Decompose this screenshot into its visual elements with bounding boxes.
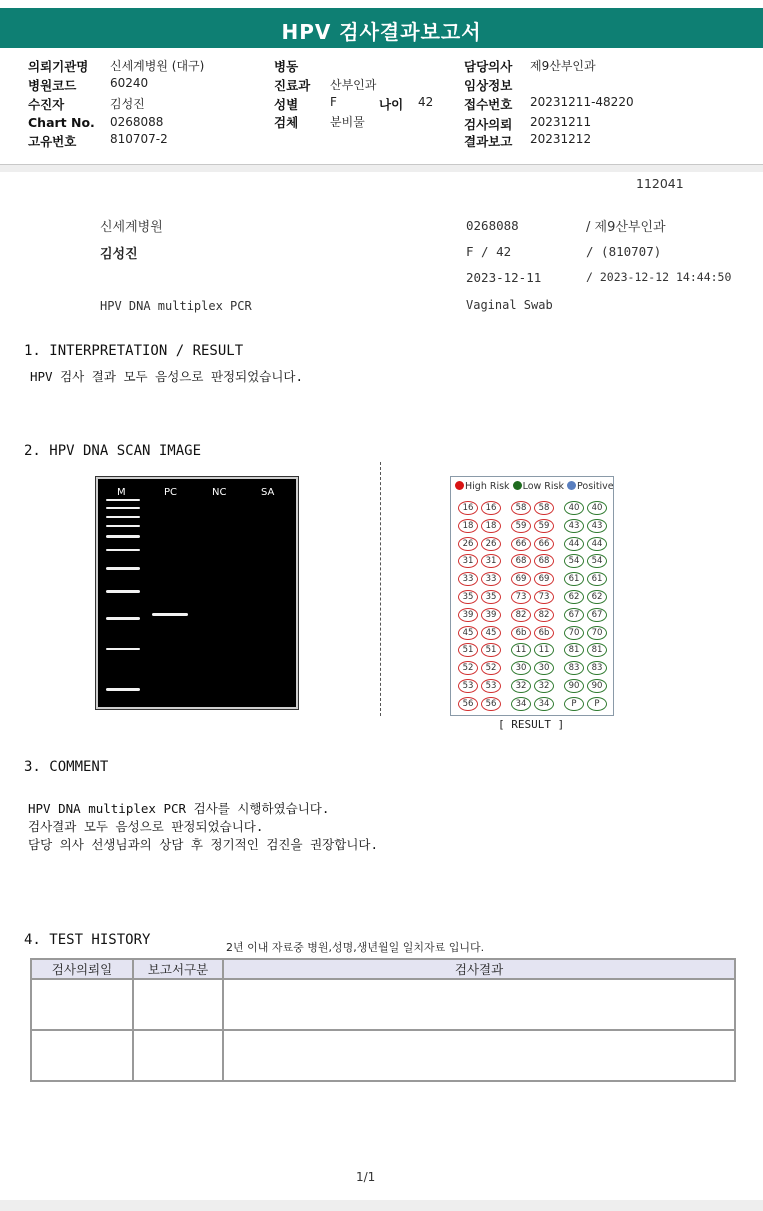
header-label: 검체 (274, 115, 299, 130)
hpv-type-oval: 52 (481, 661, 501, 675)
header-label: 임상정보 (464, 78, 513, 93)
hpv-type-oval: 16 (481, 501, 501, 515)
header-value: 산부인과 (330, 78, 377, 92)
comment-line: HPV DNA multiplex PCR 검사를 시행하였습니다. (28, 801, 330, 816)
marker-band (106, 590, 140, 593)
marker-band (106, 617, 140, 620)
hpv-type-oval: 73 (534, 590, 554, 604)
patient-test: HPV DNA multiplex PCR (100, 299, 252, 313)
header-value: 810707-2 (110, 132, 168, 146)
hpv-type-oval: 83 (564, 661, 584, 675)
hpv-type-oval: 70 (587, 626, 607, 640)
marker-band (106, 499, 140, 501)
patient-dept: / 제9산부인과 (586, 220, 666, 235)
history-cell (223, 1030, 735, 1081)
hpv-type-oval: 54 (564, 554, 584, 568)
hpv-type-oval: 52 (458, 661, 478, 675)
hpv-type-oval: 59 (511, 519, 531, 533)
marker-band (106, 567, 140, 570)
hpv-type-oval: 56 (481, 697, 501, 711)
header-value: F (330, 95, 337, 109)
hpv-type-oval: 58 (511, 501, 531, 515)
header-value: 20231212 (530, 132, 592, 146)
hpv-type-oval: 73 (511, 590, 531, 604)
marker-band (106, 688, 140, 691)
section-1-title: 1. INTERPRETATION / RESULT (24, 343, 244, 359)
header-label: 병원코드 (28, 78, 77, 93)
header-label: 병동 (274, 59, 299, 74)
section-1-text: HPV 검사 결과 모두 음성으로 판정되었습니다. (30, 369, 304, 384)
report-id: 112041 (636, 176, 684, 191)
hpv-type-oval: 35 (458, 590, 478, 604)
hpv-type-oval: 31 (481, 554, 501, 568)
header-label: Chart No. (28, 115, 95, 130)
hpv-type-oval: 67 (564, 608, 584, 622)
report-title: HPV 검사결과보고서 (281, 20, 482, 44)
age-label: 나이 (379, 97, 404, 112)
history-cell (31, 979, 133, 1030)
hpv-type-oval: 90 (587, 679, 607, 693)
hpv-type-oval: 40 (587, 501, 607, 515)
history-cell (31, 1030, 133, 1081)
header-label: 진료과 (274, 78, 311, 93)
patient-name: 김성진 (100, 247, 138, 262)
marker-band (106, 516, 140, 518)
hpv-type-oval: 69 (511, 572, 531, 586)
hpv-type-oval: 43 (564, 519, 584, 533)
hpv-type-oval: 51 (481, 643, 501, 657)
comment-line: 검사결과 모두 음성으로 판정되었습니다. (28, 819, 264, 834)
hpv-type-oval: 61 (564, 572, 584, 586)
hpv-type-oval: 70 (564, 626, 584, 640)
pc-band (152, 613, 188, 616)
gel-lane-label: NC (212, 487, 227, 498)
comment-line: 담당 의사 선생님과의 상담 후 정기적인 검진을 권장합니다. (28, 837, 379, 852)
hpv-type-oval: 53 (481, 679, 501, 693)
header-label: 결과보고 (464, 134, 513, 149)
hpv-type-oval: 6b (534, 626, 554, 640)
hpv-type-oval: 53 (458, 679, 478, 693)
hpv-type-oval: 26 (458, 537, 478, 551)
hpv-type-oval: 58 (534, 501, 554, 515)
history-table (30, 958, 736, 1082)
history-note: 2년 이내 자료중 병원,성명,생년월일 일치자료 입니다. (226, 941, 485, 954)
header-label: 고유번호 (28, 134, 77, 149)
hpv-type-oval: 39 (458, 608, 478, 622)
hpv-type-oval: 69 (534, 572, 554, 586)
hpv-type-oval: 45 (481, 626, 501, 640)
section-4-title: 4. TEST HISTORY (24, 932, 151, 948)
patient-report-time: / 2023-12-12 14:44:50 (586, 270, 732, 284)
marker-band (106, 535, 140, 538)
hpv-type-oval: 81 (587, 643, 607, 657)
header-value: 20231211-48220 (530, 95, 634, 109)
hpv-type-oval: 34 (534, 697, 554, 711)
hpv-type-oval: 32 (534, 679, 554, 693)
history-header-row (31, 959, 735, 979)
hpv-type-oval: 44 (587, 537, 607, 551)
hpv-type-oval: 16 (458, 501, 478, 515)
hpv-type-oval: 62 (587, 590, 607, 604)
footer-bar (0, 1200, 763, 1211)
patient-date: 2023-12-11 (466, 270, 542, 285)
history-header: 검사결과 (223, 959, 735, 979)
header-value: 분비물 (330, 115, 365, 129)
marker-band (106, 648, 140, 650)
hpv-type-oval: 33 (458, 572, 478, 586)
hpv-type-oval: 61 (587, 572, 607, 586)
hpv-type-oval: 45 (458, 626, 478, 640)
hpv-type-oval: 66 (511, 537, 531, 551)
hpv-type-oval: 56 (458, 697, 478, 711)
header-value: 0268088 (110, 115, 164, 129)
marker-band (106, 507, 140, 509)
table-row (31, 979, 735, 1030)
hpv-type-oval: 11 (511, 643, 531, 657)
header-value: 신세계병원 (대구) (110, 59, 205, 73)
header-value: 제9산부인과 (530, 59, 596, 73)
hpv-type-oval: 90 (564, 679, 584, 693)
hpv-type-oval: 54 (587, 554, 607, 568)
legend-label: Low Risk (522, 481, 564, 492)
header-divider (0, 164, 763, 172)
hpv-type-oval: 30 (511, 661, 531, 675)
hpv-type-oval: 31 (458, 554, 478, 568)
title-bar (0, 8, 763, 48)
hpv-type-oval: 30 (534, 661, 554, 675)
hpv-type-oval: 59 (534, 519, 554, 533)
hpv-type-oval: 68 (511, 554, 531, 568)
history-cell (133, 1030, 223, 1081)
hpv-type-oval: 26 (481, 537, 501, 551)
history-header: 보고서구분 (133, 959, 223, 979)
header-value: 김성진 (110, 97, 145, 111)
patient-birth: / (810707) (586, 244, 662, 259)
hpv-type-oval: 11 (534, 643, 554, 657)
hpv-type-oval: 51 (458, 643, 478, 657)
hpv-type-oval: 82 (511, 608, 531, 622)
gel-lane-label: M (117, 487, 126, 498)
hpv-type-oval: 83 (587, 661, 607, 675)
hpv-type-oval: 35 (481, 590, 501, 604)
positive-dot-icon (567, 481, 576, 490)
header-label: 접수번호 (464, 97, 513, 112)
hpv-type-oval: 43 (587, 519, 607, 533)
hpv-type-oval: 44 (564, 537, 584, 551)
legend-label: Positive (577, 481, 614, 492)
result-legend (455, 481, 614, 492)
hpv-type-oval: 32 (511, 679, 531, 693)
high-risk-dot-icon (455, 481, 464, 490)
gel-lane-label: PC (164, 487, 178, 498)
history-header: 검사의뢰일 (31, 959, 133, 979)
image-divider (380, 462, 381, 716)
hpv-type-oval: 68 (534, 554, 554, 568)
hpv-type-oval: P (587, 697, 607, 711)
marker-band (106, 525, 140, 527)
header-label: 담당의사 (464, 59, 513, 74)
section-3-title: 3. COMMENT (24, 759, 109, 775)
table-row (31, 1030, 735, 1081)
header-value: 20231211 (530, 115, 592, 129)
hpv-type-oval: 81 (564, 643, 584, 657)
hpv-type-oval: 6b (511, 626, 531, 640)
gel-image (96, 477, 298, 709)
result-panel (450, 476, 614, 716)
header-label: 성별 (274, 97, 299, 112)
header-label: 의뢰기관명 (28, 59, 89, 74)
hpv-type-oval: 62 (564, 590, 584, 604)
header-value: 60240 (110, 76, 149, 90)
legend-label: High Risk (465, 481, 510, 492)
hpv-type-oval: 33 (481, 572, 501, 586)
patient-sex-age: F / 42 (466, 244, 512, 259)
hpv-type-oval: 67 (587, 608, 607, 622)
patient-chart-no: 0268088 (466, 218, 519, 233)
history-cell (133, 979, 223, 1030)
header-label: 검사의뢰 (464, 117, 513, 132)
history-cell (223, 979, 735, 1030)
hpv-type-oval: 34 (511, 697, 531, 711)
low-risk-dot-icon (513, 481, 522, 490)
marker-band (106, 549, 140, 551)
age-value: 42 (418, 95, 434, 109)
page-number: 1/1 (356, 1170, 376, 1184)
header-label: 수진자 (28, 97, 65, 112)
section-2-title: 2. HPV DNA SCAN IMAGE (24, 443, 202, 459)
hpv-type-oval: P (564, 697, 584, 711)
gel-lane-label: SA (261, 487, 275, 498)
patient-hospital: 신세계병원 (100, 220, 163, 235)
hpv-type-oval: 39 (481, 608, 501, 622)
patient-specimen: Vaginal Swab (466, 298, 553, 312)
hpv-type-oval: 18 (458, 519, 478, 533)
hpv-type-oval: 82 (534, 608, 554, 622)
hpv-type-oval: 40 (564, 501, 584, 515)
hpv-type-oval: 18 (481, 519, 501, 533)
result-caption: [ RESULT ] (498, 718, 565, 731)
hpv-type-oval: 66 (534, 537, 554, 551)
